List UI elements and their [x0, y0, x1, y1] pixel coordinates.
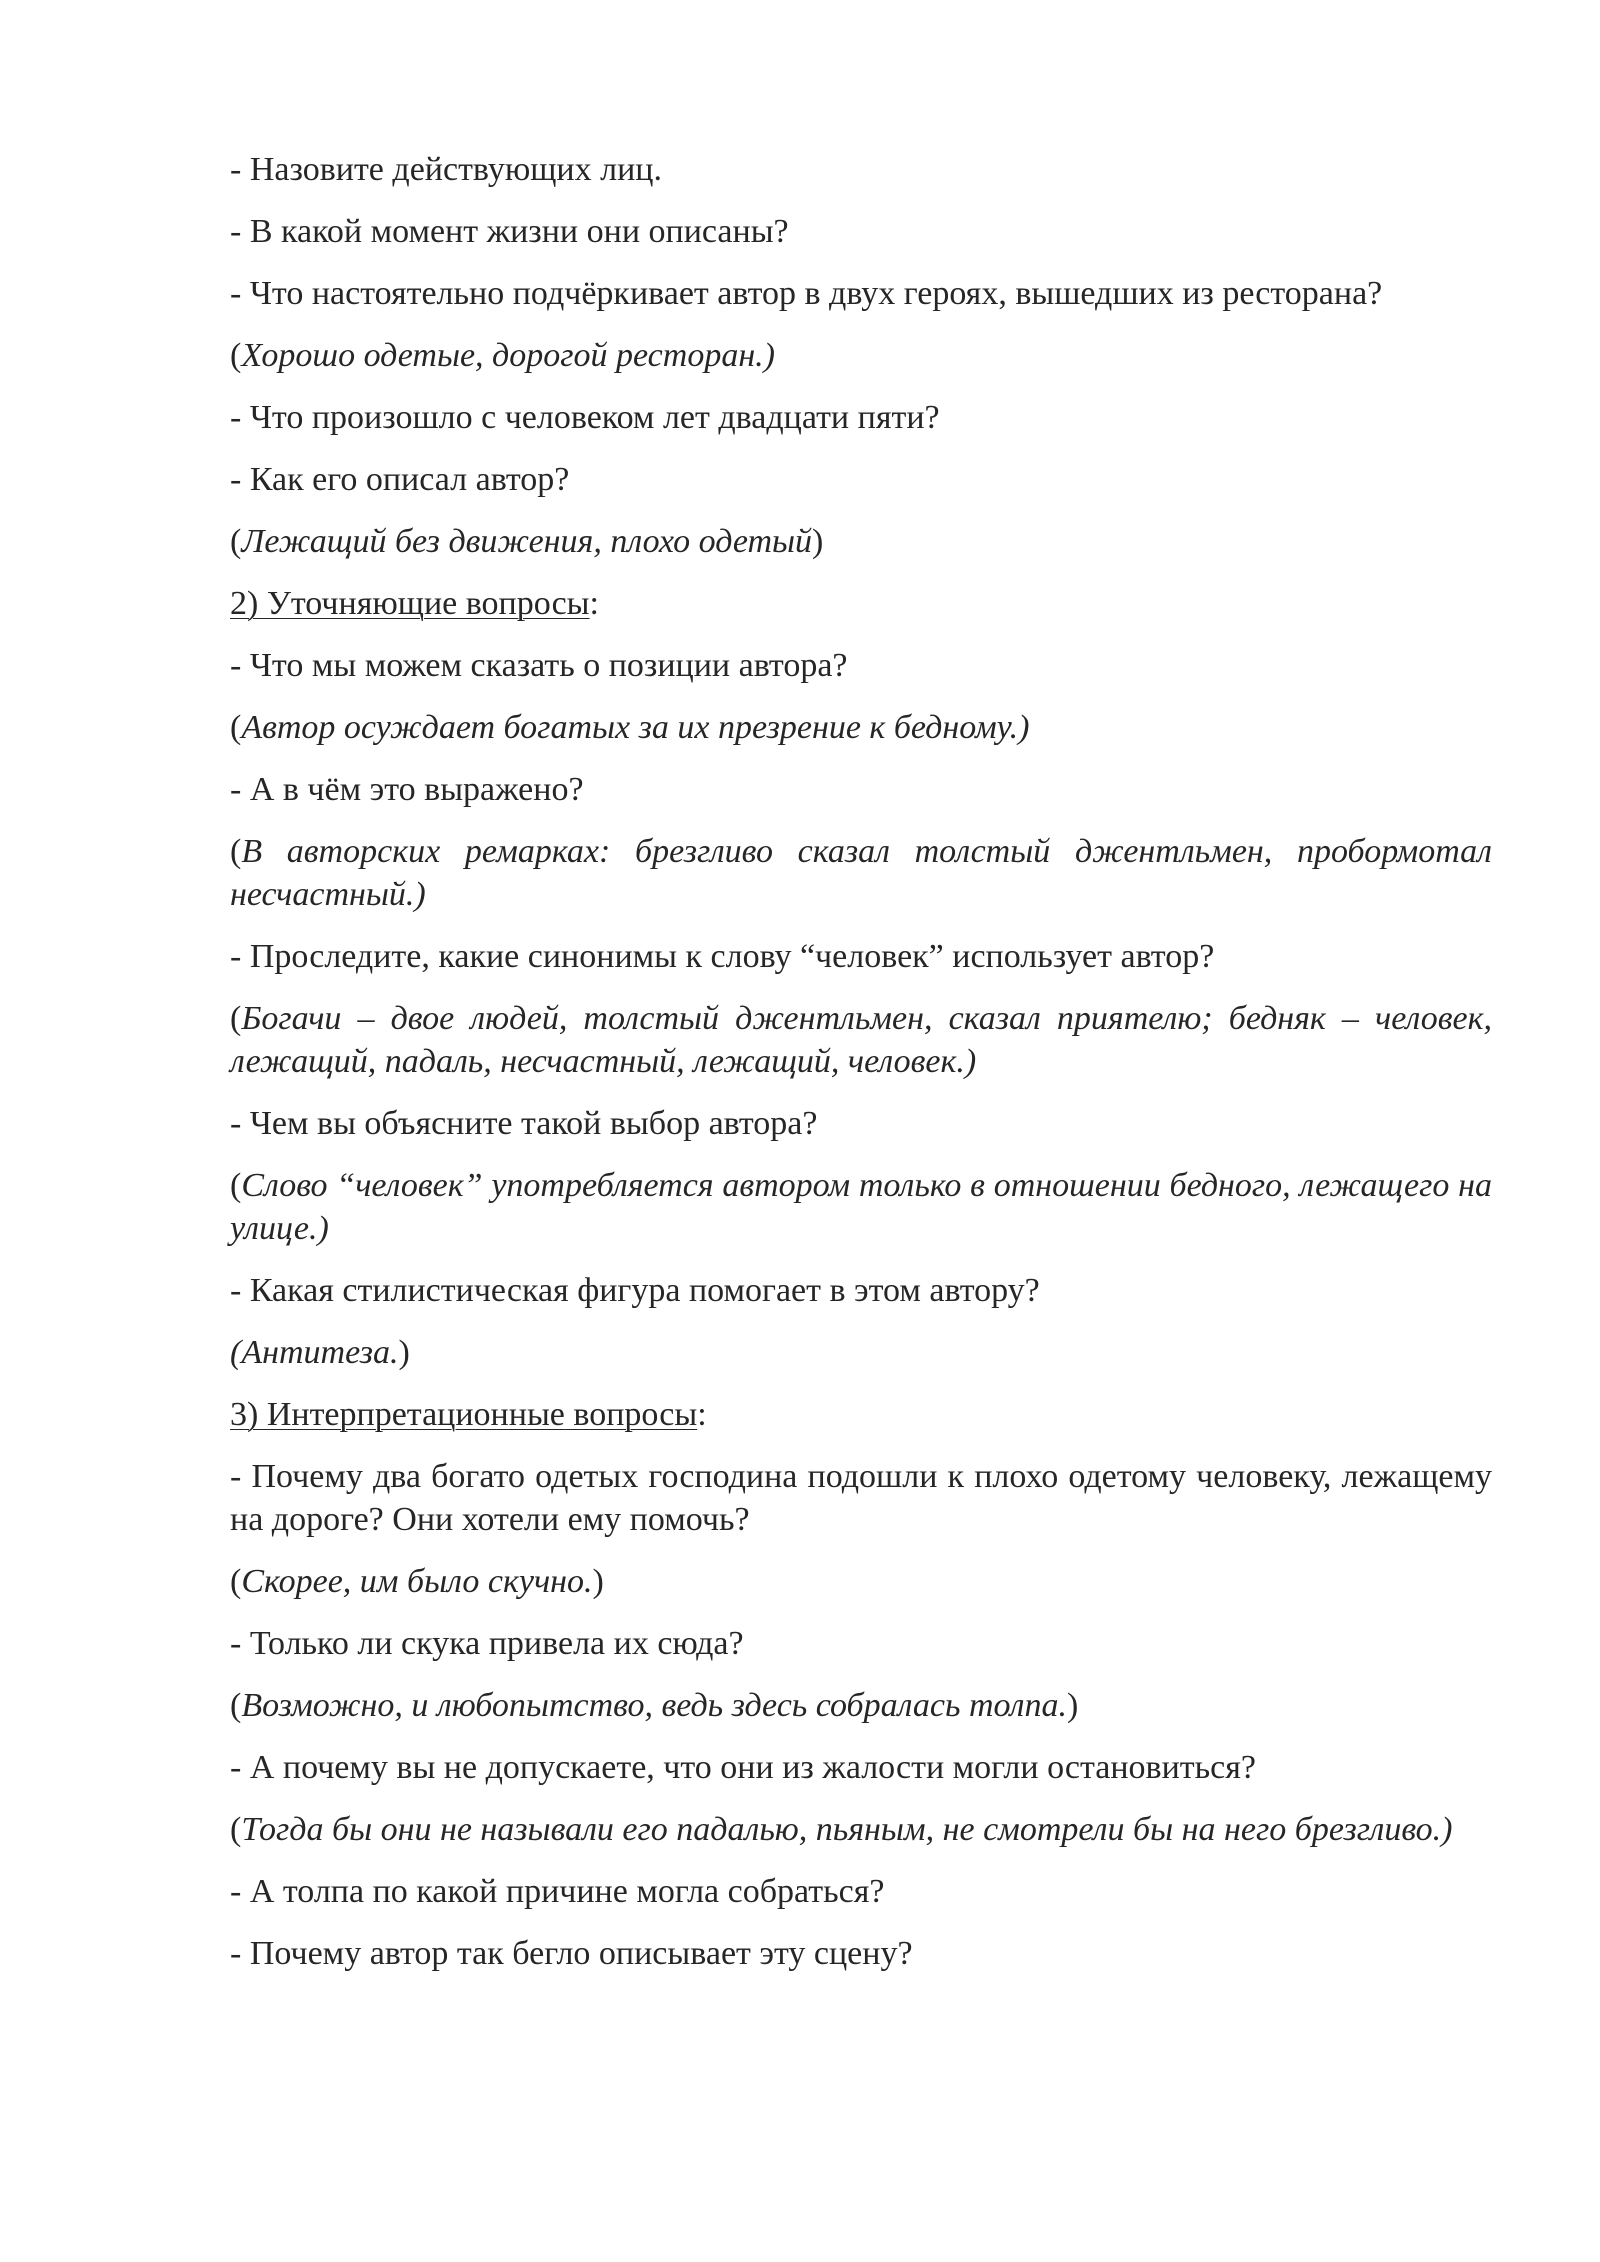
question-9 — [230, 1102, 1492, 1145]
heading-text: 3) Интерпретационные вопросы — [230, 1396, 698, 1433]
answer-open: ( — [230, 1811, 242, 1848]
question-text: - А в чём это выражено? — [230, 771, 584, 808]
answer-open: ( — [230, 709, 242, 746]
question-1 — [230, 148, 1492, 191]
answer-text: Скорее, им было скучно. — [241, 1563, 593, 1600]
answer-open: ( — [230, 1167, 242, 1204]
question-text: - Почему автор так бегло описывает эту сцену? — [230, 1935, 913, 1972]
answer-text: Хорошо одетые, дорогой ресторан.) — [241, 337, 776, 374]
question-text: - Какая стилистическая фигура помогает в этом автору? — [230, 1272, 1040, 1309]
question-15 — [230, 1932, 1492, 1975]
question-10 — [230, 1269, 1492, 1312]
question-11 — [230, 1455, 1492, 1541]
answer-text: Автор осуждает богатых за их презрение к бедному.) — [241, 709, 1030, 746]
question-text: - В какой момент жизни они описаны? — [230, 213, 789, 250]
answer-open: ( — [230, 337, 242, 374]
answer-close: ) — [398, 1334, 410, 1371]
section-heading-interpretive — [230, 1393, 1492, 1436]
question-14 — [230, 1870, 1492, 1913]
question-5 — [230, 458, 1492, 501]
answer-open: ( — [230, 1563, 242, 1600]
heading-suffix: : — [589, 585, 599, 622]
answer-text: В авторских ремарках: брезгливо сказал толстый джентльмен, пробормотал несчастный.) — [230, 833, 1492, 913]
heading-text: 2) Уточняющие вопросы — [230, 585, 590, 622]
answer-text: Слово “человек” употребляется автором только в отношении бедного, лежащего на улице.) — [230, 1167, 1492, 1247]
answer-close: ) — [812, 523, 824, 560]
question-text: - А толпа по какой причине могла собраться? — [230, 1873, 885, 1910]
question-text: - Чем вы объясните такой выбор автора? — [230, 1105, 818, 1142]
question-12 — [230, 1622, 1492, 1665]
answer-open: ( — [230, 1687, 242, 1724]
answer-9 — [230, 1684, 1492, 1727]
question-text: - Что мы можем сказать о позиции автора? — [230, 647, 848, 684]
document-page — [230, 148, 1492, 1994]
question-text: - Как его описал автор? — [230, 461, 570, 498]
answer-text: Богачи – двое людей, толстый джентльмен, сказал приятелю; бедняк – человек, лежащий, падаль, несчастный, лежащий, человек.) — [230, 1000, 1492, 1080]
question-4 — [230, 396, 1492, 439]
heading-suffix: : — [697, 1396, 707, 1433]
section-heading-clarifying — [230, 582, 1492, 625]
answer-open: ( — [230, 523, 242, 560]
question-6 — [230, 644, 1492, 687]
answer-10 — [230, 1808, 1492, 1851]
answer-close: ) — [592, 1563, 604, 1600]
answer-text: (Антитеза. — [230, 1334, 399, 1371]
answer-open: ( — [230, 833, 242, 870]
question-text: - Что произошло с человеком лет двадцати пяти? — [230, 399, 940, 436]
answer-text: Лежащий без движения, плохо одетый — [241, 523, 813, 560]
answer-text: Тогда бы они не называли его падалью, пьяным, не смотрели бы на него брезгливо.) — [241, 1811, 1453, 1848]
question-3 — [230, 272, 1492, 315]
answer-3 — [230, 706, 1492, 749]
question-text: - Проследите, какие синонимы к слову “человек” использует автор? — [230, 938, 1215, 975]
answer-1 — [230, 334, 1492, 377]
answer-open: ( — [230, 1000, 242, 1037]
question-13 — [230, 1746, 1492, 1789]
answer-8 — [230, 1560, 1492, 1603]
question-text: - Почему два богато одетых господина подошли к плохо одетому человеку, лежащему на дороге? Они хотели ему помочь? — [230, 1458, 1492, 1538]
answer-text: Возможно, и любопытство, ведь здесь собралась толпа. — [241, 1687, 1067, 1724]
answer-2 — [230, 520, 1492, 563]
answer-6 — [230, 1164, 1492, 1250]
question-text: - Только ли скука привела их сюда? — [230, 1625, 744, 1662]
question-7 — [230, 768, 1492, 811]
question-2 — [230, 210, 1492, 253]
question-text: - А почему вы не допускаете, что они из жалости могли остановиться? — [230, 1749, 1256, 1786]
question-8 — [230, 935, 1492, 978]
question-text: - Назовите действующих лиц. — [230, 151, 662, 188]
question-text: - Что настоятельно подчёркивает автор в двух героях, вышедших из ресторана? — [230, 275, 1383, 312]
answer-4 — [230, 830, 1492, 916]
answer-close: ) — [1067, 1687, 1079, 1724]
answer-5 — [230, 997, 1492, 1083]
answer-7 — [230, 1331, 1492, 1374]
